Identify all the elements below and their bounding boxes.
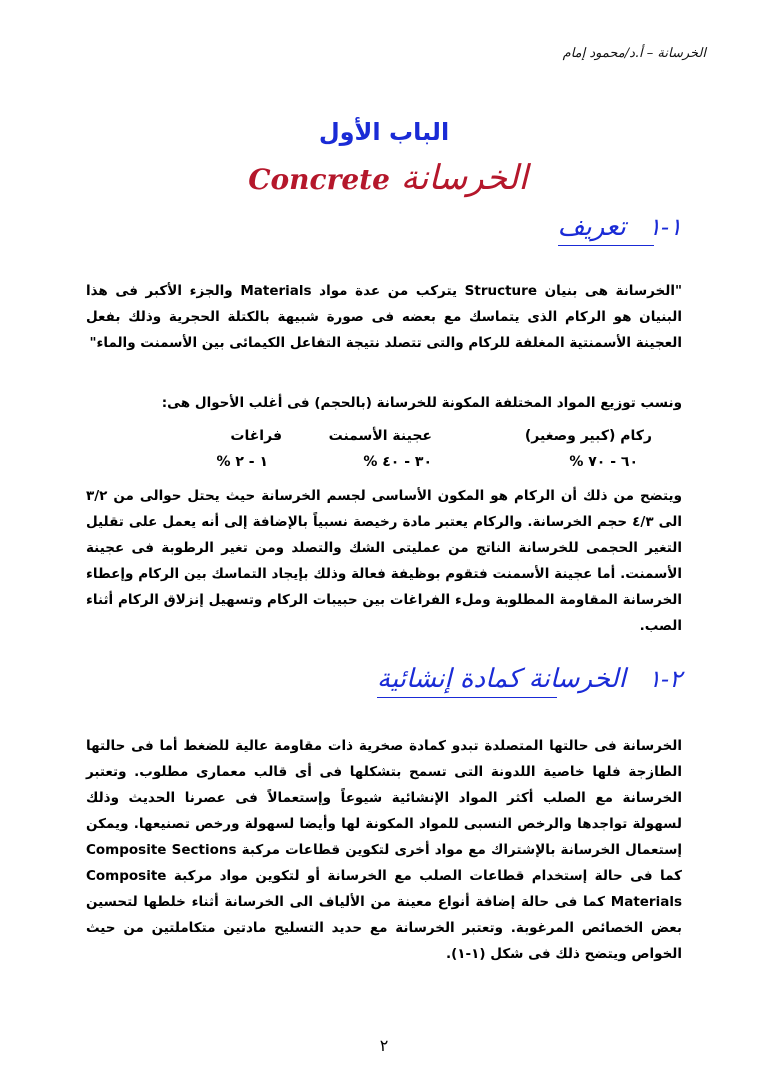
section-2-heading	[377, 664, 682, 694]
section-2-underline	[377, 697, 557, 699]
section-1-heading	[558, 212, 682, 242]
distribution-intro: ونسب توزيع المواد المختلفة المكونة للخرسانة (بالحجم) فى أغلب الأحوال هى:	[161, 395, 682, 411]
value-aggregate: ٦٠ - ٧٠ %	[569, 454, 638, 470]
header-voids: فراغات	[230, 428, 282, 444]
value-voids: ١ - ٢ %	[216, 454, 268, 470]
distribution-header-row	[86, 428, 682, 454]
subject-title-arabic: الخرسانة	[400, 158, 528, 198]
chapter-title: الباب الأول	[318, 118, 450, 146]
distribution-value-row	[86, 454, 682, 480]
section-2-paragraph: الخرسانة فى حالتها المتصلدة تبدو كمادة صخرية ذات مقاومة عالية للضغط أما فى حالتها الطازجة فلها خاصية اللدونة التى تسمح بتشكلها فى أى قالب معمارى مطلوب. وتعتبر الخرسانة مع الصلب أكثر المواد الإنشائية شيوعاً وإستعمالاً فى عصرنا الحديث وذلك لسهولة تواجدها والرخص النسبى للمواد المكونة لها وأيضا لسهولة ورخص تصنيعها. ويمكن إستعمال الخرسانة بالإشتراك مع مواد أخرى لتكوين قطاعات مركبة Composite Sections كما فى حالة إستخدام قطاعات الصلب مع الخرسانة أو لتكوين مواد مركبة Composite Materials كما فى حالة إضافة أنواع معينة من الألياف الى الخرسانة أثناء خلطها لتحسين بعض الخصائص المرغوبة. وتعتبر الخرسانة مع حديد التسليح مادتين متكاملتين من حيث الخواص ويتضح ذلك فى شكل (١-١).	[86, 738, 682, 962]
value-cement-paste: ٣٠ - ٤٠ %	[363, 454, 432, 470]
page-number: ٢	[379, 1036, 389, 1055]
section-2-number: ٢-١	[648, 665, 682, 693]
subject-title-english: Concrete	[248, 163, 390, 196]
running-header: الخرسانة – أ.د/محمود إمام	[562, 46, 706, 61]
header-aggregate: ركام (كبير وصغير)	[524, 428, 652, 444]
section-2-title: الخرسانة كمادة إنشائية	[377, 664, 626, 694]
subject-title	[0, 158, 768, 198]
explanation-paragraph: ويتضح من ذلك أن الركام هو المكون الأساسى لجسم الخرسانة حيث يحتل حوالى من ٣/٢ الى ٤/٣ حجم الخرسانة. والركام يعتبر مادة رخيصة نسبياً بالإضافة إلى أنه يعمل على تقليل التغير الحجمى للخرسانة الناتج من عمليتى الشك والتصلد ومن تغير الرطوبة فى عجينة الأسمنت. أما عجينة الأسمنت فتقوم بوظيفة فعالة وذلك بإيجاد التماسك بين الركام وإعطاء الخرسانة المقاومة المطلوبة وملء الفراغات بين حبيبات الركام وتسهيل إنزلاق الركام أثناء الصب.	[86, 488, 682, 634]
definition-paragraph: "الخرسانة هى بنيان Structure يتركب من عدة مواد Materials والجزء الأكبر فى هذا البنيان هو الركام الذى يتماسك مع بعضه فى صورة شبيهة بالكتلة الحجرية وذلك بفعل العجينة الأسمنتية المغلفة للركام والتى تتصلد نتيجة التفاعل الكيمائى بين الأسمنت والماء"	[86, 283, 683, 351]
section-1-title: تعريف	[557, 212, 626, 242]
section-1-number: ١-١	[648, 213, 682, 241]
section-1-underline	[558, 245, 654, 247]
header-cement-paste: عجينة الأسمنت	[328, 428, 432, 444]
